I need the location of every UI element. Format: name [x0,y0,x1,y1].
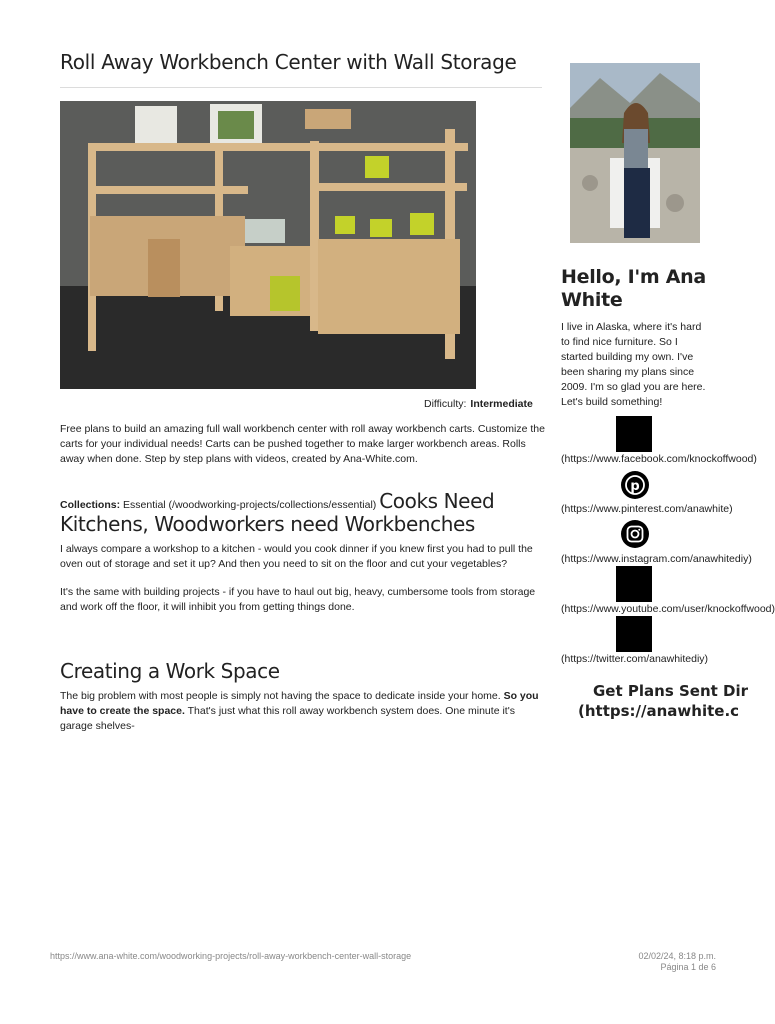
facebook-icon[interactable] [616,416,652,452]
author-avatar [570,63,700,243]
get-plans-line1[interactable]: Get Plans Sent Dir [593,682,749,700]
difficulty-label: Difficulty: [424,398,467,410]
footer-url: https://www.ana-white.com/woodworking-projects/roll-away-workbench-center-wall-storage [50,951,412,961]
collections-label: Collections: [60,499,121,511]
heading-workspace: Creating a Work Space [60,659,280,683]
problem-text-bold: So you have to create the space. [60,690,539,717]
twitter-icon[interactable] [616,616,652,652]
pinterest-icon[interactable] [621,471,649,499]
get-plans-link[interactable] [578,681,749,721]
paragraph-problem [60,689,545,734]
collections-link[interactable]: Essential (/woodworking-projects/collections/essential) [123,499,377,511]
svg-text:p: p [630,479,640,494]
title-divider [60,87,542,88]
pinterest-link[interactable]: (https://www.pinterest.com/anawhite) [561,503,733,515]
heading-cooks-part1: Cooks Need [379,489,495,513]
instagram-icon[interactable] [621,520,649,548]
footer-date: 02/02/24, 8:18 p.m. [638,951,716,961]
youtube-link[interactable]: (https://www.youtube.com/user/knockoffwood) [561,603,775,615]
difficulty-info [424,398,533,410]
heading-cooks-part2: Kitchens, Woodworkers need Workbenches [60,512,475,536]
author-greeting: Hello, I'm Ana White [561,266,706,311]
problem-text-start: The big problem with most people is simply not having the space to dedicate inside your home. [60,690,501,702]
get-plans-line2[interactable]: (https://anawhite.c [578,702,740,720]
paragraph-kitchen: I always compare a workshop to a kitchen - would you cook dinner if you knew first you had to pull the oven out of storage and set it up? And then you need to sit on the floor and cut your vegetables? [60,543,533,570]
page-title: Roll Away Workbench Center with Wall Storage [60,50,517,74]
paragraph-same: It's the same with building projects - if you have to haul out big, heavy, cumbersome tools from storage and work off the floor, it will inhibit you from getting things done. [60,586,536,613]
author-bio: I live in Alaska, where it's hard to find nice furniture. So I started building my own. I've been sharing my plans since 2009. I'm so glad you are here. Let's build something! [561,321,706,408]
footer-meta [600,951,716,973]
youtube-icon[interactable] [616,566,652,602]
intro-paragraph: Free plans to build an amazing full wall workbench center with roll away workbench carts. Customize the carts for your individual needs! Carts can be pushed together to make larger workbench areas. Rolls away when done. Step by step plans with videos, created by Ana-White.com. [60,423,545,465]
footer-page-number: Página 1 de 6 [660,962,716,972]
instagram-link[interactable]: (https://www.instagram.com/anawhitediy) [561,553,752,565]
twitter-link[interactable]: (https://twitter.com/anawhitediy) [561,653,709,665]
problem-text-end: That's just what this roll away workbench system does. One minute it's garage shelves- [60,705,515,732]
workbench-photo [60,101,476,389]
collections-line [60,489,494,513]
facebook-link[interactable]: (https://www.facebook.com/knockoffwood) [561,453,757,465]
difficulty-value: Intermediate [470,398,533,410]
